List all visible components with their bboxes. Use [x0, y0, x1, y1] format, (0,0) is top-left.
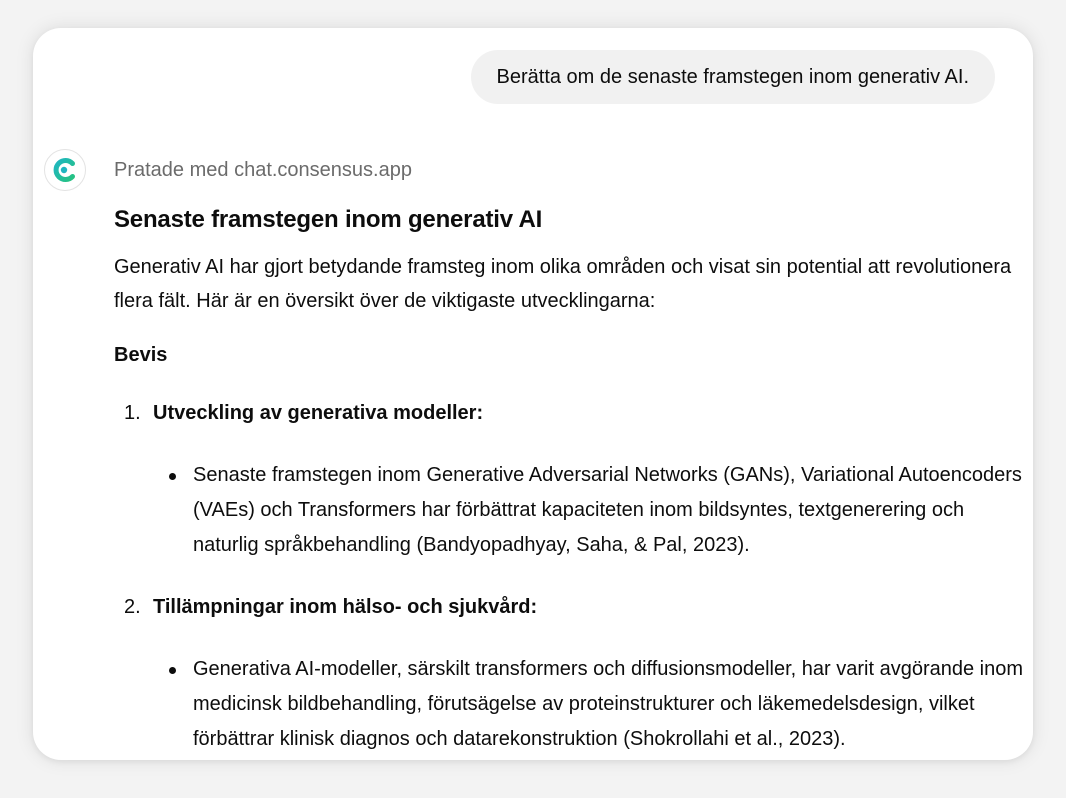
list-item-number: 1.: [124, 402, 141, 424]
assistant-message: [114, 156, 1029, 757]
bullet-dot: [169, 473, 176, 480]
bullet-text: Generativa AI-modeller, särskilt transformers och diffusionsmodeller, har varit avgörande inom medicinsk bildbehandling, förutsägelse av proteinstrukturer och läkemedelsdesign, vilket förbättrar klinisk diagnos och datarekonstruktion (Shokrollahi et al., 2023).: [193, 658, 1024, 750]
user-message-text: Berätta om de senaste framstegen inom generativ AI.: [496, 65, 969, 88]
list-item: [114, 593, 1029, 757]
bullet-dot: [169, 667, 176, 674]
list-item: [114, 399, 1029, 563]
intro-paragraph: Generativ AI har gjort betydande framsteg inom olika områden och visat sin potential att revolutionera flera fält. Här är en översikt över de viktigaste utvecklingarna:: [114, 256, 1012, 312]
chat-container: [33, 28, 1033, 760]
list-item-heading: Utveckling av generativa modeller:: [153, 402, 484, 424]
list-item-heading: Tillämpningar inom hälso- och sjukvård:: [153, 596, 538, 618]
section-heading: Bevis: [114, 344, 168, 366]
bullet-item: [193, 458, 1029, 563]
response-title: Senaste framstegen inom generativ AI: [114, 206, 543, 233]
bullet-text: Senaste framstegen inom Generative Adversarial Networks (GANs), Variational Autoencoders (VAEs) och Transformers har förbättrat kapaciteten inom bildsyntes, textgenerering och naturlig språkbehandling (Bandyopadhyay, Saha, & Pal, 2023).: [193, 464, 1022, 556]
list-item-number: 2.: [124, 596, 141, 618]
tool-status-line: Pratade med chat.consensus.app: [114, 159, 412, 181]
consensus-logo-svg: [50, 155, 80, 185]
consensus-logo-icon[interactable]: [44, 149, 86, 191]
bullet-item: [193, 652, 1029, 757]
user-message-bubble: [471, 50, 995, 104]
